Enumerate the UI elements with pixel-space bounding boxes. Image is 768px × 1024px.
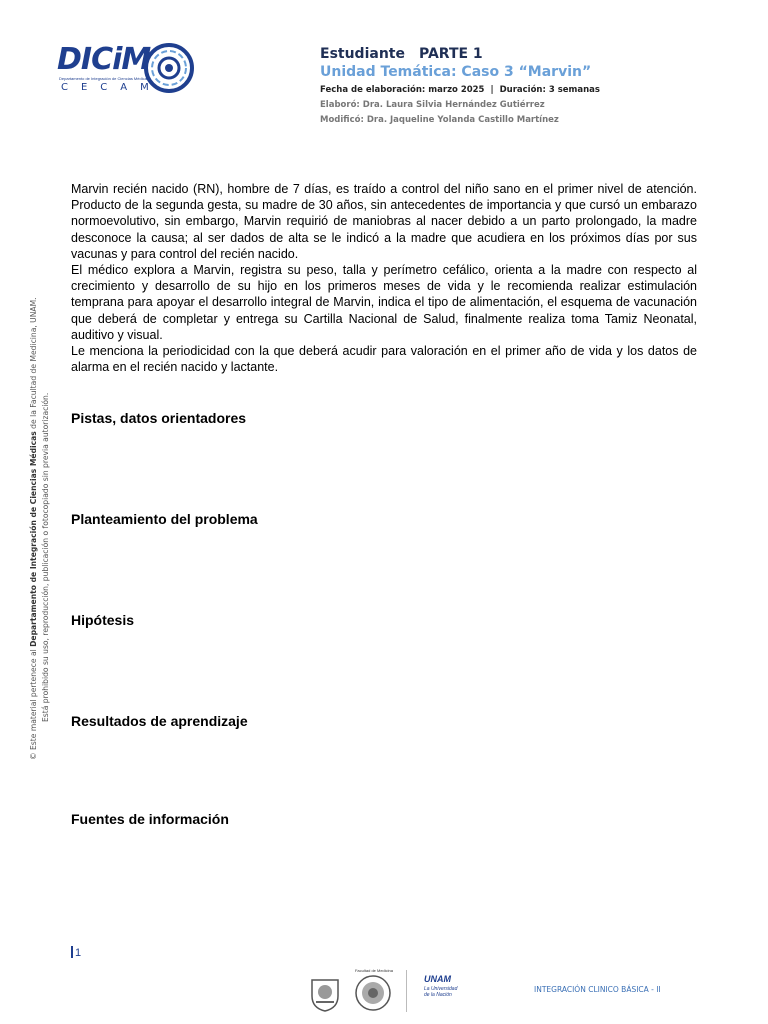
case-paragraph-3: Le menciona la periodicidad con la que deberá acudir para valoración en el primer año de vida y los datos de alarma en el recién nacido y lactante. [71,344,697,375]
header-meta [320,85,600,95]
section-clues: Pistas, datos orientadores [71,410,247,426]
case-paragraph-1: Marvin recién nacido (RN), hombre de 7 días, es traído a control del niño sano en el primer nivel de atención. Producto de la segunda gesta, su madre de 30 años, sin antecedentes de importancia y que cursó un embarazo normoevolutivo, sin embargo, Marvin requirió de maniobras al nacer debido a un parto prolongado, la madre desconoce la causa; al ser dados de alta se le indicó a la madre que acudiera en los próximos días por sus vacunas y para control del recién nacido. [71,182,697,261]
unit-title: Unidad Temática: Caso 3 “Marvin” [320,64,592,80]
logo-subtitle: Departamento de Integración de Ciencias Médicas [59,76,149,81]
case-paragraph-2: El médico explora a Marvin, registra su peso, talla y perímetro cefálico, orienta a la madre con respecto al crecimiento y desarrollo de su hijo en los primeros meses de vida y le recomienda realizar estimulación temprana para apoyar el desarrollo integral de Marvin, indica el tipo de alimentación, el esquema de vacunación que deberá de completar y entrega su Cartilla Nacional de Salud, finalmente realiza toma Tamiz Neonatal, auditivo y visual. [71,263,697,342]
date-text: Fecha de elaboración: marzo 2025 [320,85,485,95]
logo-wordmark: DICiM [57,42,151,77]
copyright-line-1: © Este material pertenece al Departamento de Integración de Ciencias Médicas de la Facultad de Medicina, UNAM. [29,297,38,760]
modifier-text: Modificó: Dra. Jaqueline Yolanda Castillo Martínez [320,115,559,125]
course-name: INTEGRACIÓN CLINICO BÁSICA - II [534,985,661,994]
section-hypothesis: Hipótesis [71,612,135,628]
copyright-notice [28,270,52,760]
medicine-seal-icon [354,974,392,1012]
unam-seal-icon [308,976,342,1012]
unam-tag: UNAM [424,974,451,984]
part-label: PARTE 1 [418,46,483,62]
fm-seal-label: Facultad de Medicina [354,968,394,973]
footer-seals [308,968,478,1014]
meta-separator: | [490,85,494,95]
unam-motto: La Universidad de la Nación [424,986,458,998]
logo-cecam: CECAM [61,82,162,93]
duration-text: Duración: 3 semanas [499,85,600,95]
page-number: 1 [71,946,81,959]
header-title [320,46,600,62]
document-header [320,46,600,125]
student-label: Estudiante [320,46,405,62]
section-learning-outcomes: Resultados de aprendizaje [71,713,248,729]
dicim-logo [55,42,195,98]
copyright-line-2: Está prohibido su uso, reproducción, publicación o fotocopiado sin previa autorización. [41,392,50,722]
case-description [71,181,697,375]
author-text: Elaboró: Dra. Laura Silvia Hernández Gutiérrez [320,100,545,110]
logo-ring-icon [143,42,195,94]
footer-divider [406,970,407,1012]
section-sources: Fuentes de información [71,811,229,827]
section-problem: Planteamiento del problema [71,511,258,527]
page-bar [71,946,73,958]
